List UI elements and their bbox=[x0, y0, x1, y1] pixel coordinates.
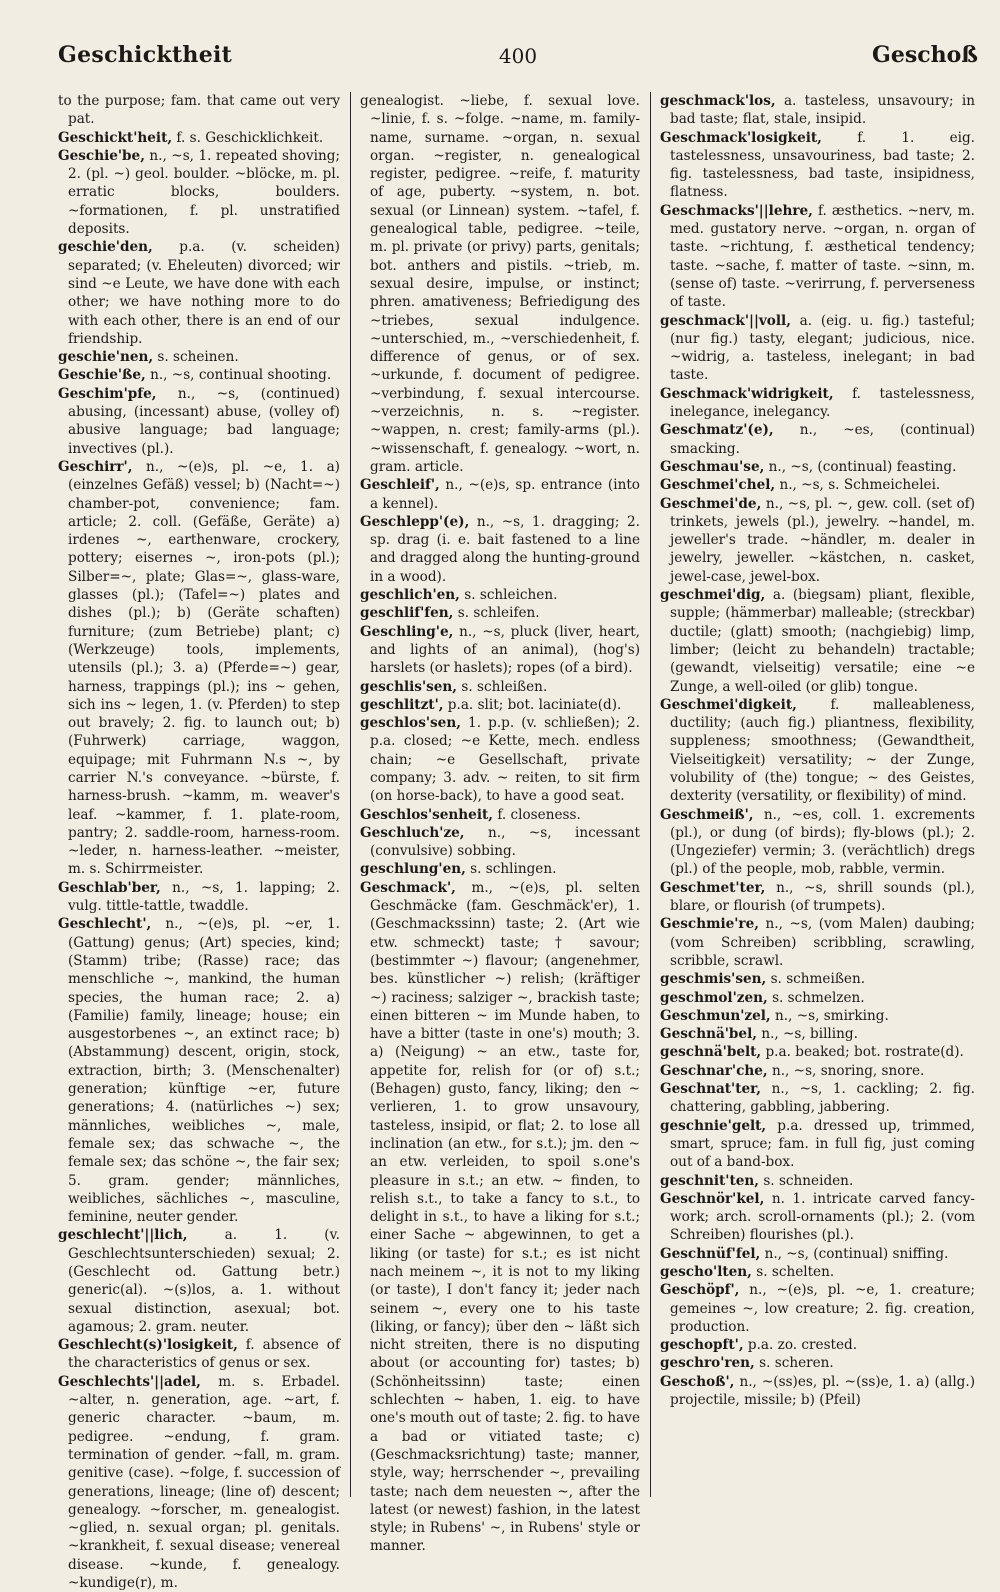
dictionary-entry bbox=[660, 1007, 975, 1025]
entry-definition: n., ~s, 1. lapping; 2. vulg. tittle-tattle, twaddle. bbox=[68, 879, 340, 915]
dictionary-entry bbox=[58, 147, 340, 238]
dictionary-entry bbox=[58, 1336, 340, 1373]
entry-headword: Geschling'e, bbox=[360, 623, 454, 640]
entry-definition: n., ~s, (continued) abusing, (incessant) abuse, (volley of) abusive language; bad language; invectives (pl.). bbox=[68, 385, 340, 457]
dictionary-entry bbox=[660, 1043, 975, 1061]
entry-headword: Geschmatz'(e), bbox=[660, 422, 774, 439]
entry-headword: Geschnüf'fel, bbox=[660, 1245, 761, 1262]
entry-headword: geschmol'zen, bbox=[660, 989, 768, 1006]
entry-definition: n., ~(e)s, pl. ~er, 1. (Gattung) genus; (Art) species, kind; (Stamm) tribe; (Rasse) race; das menschliche ~, mankind, the human species, the human race; 2. a) (Familie) family, lineage; house; ein ausgestorbenes ~, an extinct race; b) (Abstammung) descent, origin, stock, extraction, birth; 3. (Menschenalter) generation; künftige ~er, future generations; 4. (natürliches ~) sex; männliches, weibliches ~, male, female sex; das schwache ~, the female sex; das schöne ~, the fair sex; 5. gram. gender; männliches, weibliches, sächliches ~, masculine, feminine, neuter gender. bbox=[68, 916, 340, 1226]
dictionary-entry bbox=[360, 678, 640, 696]
entry-definition: n., ~s, incessant (convulsive) sobbing. bbox=[370, 824, 641, 860]
dictionary-entry bbox=[58, 129, 340, 147]
entry-definition: s. schleifen. bbox=[457, 605, 540, 622]
entry-headword: geschmis'sen, bbox=[660, 971, 767, 988]
entry-headword: geschnit'ten, bbox=[660, 1172, 759, 1189]
entry-headword: Geschmie're, bbox=[660, 916, 759, 933]
dictionary-entry bbox=[360, 604, 640, 622]
entry-definition: a. (eig. u. fig.) tasteful; (nur fig.) tasty, elegant; judicious, nice. ~widrig, a. tasteless, inelegant; in bad taste. bbox=[670, 312, 975, 384]
entry-headword: Geschmei'chel, bbox=[660, 477, 776, 494]
entry-headword: Geschlecht', bbox=[58, 916, 152, 933]
dictionary-entry bbox=[58, 348, 340, 366]
dictionary-entry bbox=[58, 385, 340, 458]
dictionary-entry bbox=[360, 714, 640, 805]
dictionary-entry bbox=[660, 1245, 975, 1263]
dictionary-entry bbox=[360, 806, 640, 824]
entry-definition: n., ~(e)s, sp. entrance (into a kennel). bbox=[370, 477, 640, 512]
entry-definition: f. closeness. bbox=[497, 806, 581, 823]
entry-definition: f. æsthetics. ~nerv, m. med. gustatory nerve. ~organ, n. organ of taste. ~richtung, f. æsthetical tendency; taste. ~sache, f. matter of taste. ~sinn, m. (sense of) taste. ~verirrung, f. perverseness of taste. bbox=[670, 202, 976, 311]
entry-headword: Geschmet'ter, bbox=[660, 879, 766, 896]
dictionary-entry bbox=[360, 879, 640, 1556]
entry-headword: Geschmun'zel, bbox=[660, 1007, 771, 1024]
entry-definition: genealogist. ~liebe, f. sexual love. ~linie, f. s. ~folge. ~name, m. family-name, surname. ~organ, n. sexual organ. ~register, n. genealogical register, pedigree. ~reife, f. maturity of age, puberty. ~system, n. bot. sexual (or Linnean) system. ~tafel, f. genealogical table, pedigree. ~teile, m. pl. private (or privy) parts, genitals; bot. anthers and pistils. ~trieb, m. sexual desire, impulse, or instinct; phren. amativeness; Befriedigung des ~triebes, sexual indulgence. ~unterschied, m., ~verschiedenheit, f. difference of genus, or of sex. ~urkunde, f. document of pedigree. ~verbindung, f. sexual intercourse. ~verzeichnis, n. s. ~register. ~wappen, n. crest; family-arms (pl.). ~wissenschaft, f. genealogy. ~wort, n. gram. article. bbox=[360, 93, 640, 475]
entry-definition: n., ~(ss)es, pl. ~(ss)e, 1. a) (allg.) projectile, missile; b) (Pfeil) bbox=[670, 1373, 975, 1409]
entry-headword: Geschmack'losigkeit, bbox=[660, 129, 822, 146]
entry-definition: m. s. Erbadel. ~alter, n. generation, age. ~art, f. generic character. ~baum, m. pedigree. ~endung, f. gram. termination of gender. ~fall, m. gram. genitive (case). ~folge, f. succession of generations, lineage; (line of) descent; genealogy. ~forscher, m. genealogist. ~glied, n. sexual organ; pl. genitals. ~krankheit, f. sexual disease; venereal disease. ~kunde, f. genealogy. ~kundige(r), m. bbox=[68, 1373, 341, 1592]
column-divider bbox=[350, 92, 351, 1497]
entry-definition: f. tastelessness, inelegance, inelegancy. bbox=[670, 385, 975, 421]
dictionary-entry bbox=[660, 1263, 975, 1281]
entry-headword: geschlecht'||lich, bbox=[58, 1227, 188, 1244]
entry-definition: n., ~s, snoring, snore. bbox=[771, 1062, 925, 1079]
dictionary-entry bbox=[660, 476, 975, 494]
dictionary-entry bbox=[660, 989, 975, 1007]
dictionary-entry bbox=[660, 915, 975, 970]
entry-definition: s. schelten. bbox=[756, 1264, 835, 1280]
entry-headword: Geschmacks'||lehre, bbox=[660, 202, 813, 219]
entry-headword: Geschlechts'||adel, bbox=[58, 1373, 201, 1390]
entry-definition: to the purpose; fam. that came out very pat. bbox=[58, 93, 340, 128]
entry-headword: Geschim'pfe, bbox=[58, 385, 157, 402]
dictionary-entry bbox=[58, 1226, 340, 1336]
entry-definition: n., ~(e)s, pl. ~e, 1. creature; gemeines ~, low creature; 2. fig. creation, production. bbox=[670, 1282, 975, 1335]
entry-headword: Geschlos'senheit, bbox=[360, 806, 494, 823]
entry-headword: Geschmeiß', bbox=[660, 806, 754, 823]
entry-definition: n., ~s, (continual) feasting. bbox=[768, 458, 957, 475]
entry-definition: n., ~(e)s, pl. ~e, 1. a) (einzelnes Gefäß) vessel; b) (Nacht=~) chamber-pot, convenience; fam. article; 2. coll. (Gefäße, Geräte) a) irdenes ~, earthenware, crockery, pottery; eisernes ~, iron-pots (pl.); Silber=~, plate; Glas=~, glass-ware, glasses (pl.); (Tafel=~) plates and dishes (pl.); b) (Geräte schaften) furniture; (zum Betriebe) plant; c) (Werkzeuge) tools, implements, utensils (pl.); 3. a) (Pferde=~) gear, harness, trappings (pl.); ins ~ gehen, sich ins ~ legen, 1. (v. Pferden) to step out bravely; 2. fig. to launch out; b) (Fuhrwerk) carriage, waggon, equipage; mit Fuhrmann N.s ~, by carrier N.'s conveyance. ~bürste, f. harness-brush. ~kamm, m. weaver's leaf. ~kammer, f. 1. plate-room, pantry; 2. saddle-room, harness-room. ~leder, n. harness-leather. ~meister, m. s. Schirrmeister. bbox=[68, 458, 340, 878]
dictionary-entry bbox=[660, 458, 975, 476]
dictionary-entry bbox=[660, 1373, 975, 1410]
dictionary-entry bbox=[360, 860, 640, 878]
entry-headword: Geschmau'se, bbox=[660, 458, 765, 475]
entry-definition: p.a. beaked; bot. rostrate(d). bbox=[765, 1044, 964, 1061]
dictionary-entry bbox=[660, 696, 975, 806]
entry-definition: a. 1. (v. Geschlechtsunterschieden) sexual; 2. (Geschlecht od. Gattung betr.) generic(al). ~(s)los, a. 1. without sexual distinction, asexual; bot. agamous; 2. gram. neuter. bbox=[68, 1227, 340, 1335]
dictionary-entry bbox=[360, 476, 640, 513]
dictionary-entry bbox=[660, 495, 975, 586]
dictionary-entry bbox=[360, 513, 640, 586]
entry-definition: n., ~s, (continual) sniffing. bbox=[764, 1245, 949, 1262]
entry-definition: f. s. Geschicklichkeit. bbox=[176, 129, 324, 146]
entry-definition: n., ~s, smirking. bbox=[774, 1007, 889, 1024]
dictionary-entry bbox=[58, 92, 340, 129]
entry-headword: Geschie'ße, bbox=[58, 367, 146, 384]
dictionary-entry bbox=[360, 623, 640, 678]
dictionary-entry bbox=[58, 1373, 340, 1592]
entry-headword: geschlitzt', bbox=[360, 696, 444, 713]
entry-headword: geschie'den, bbox=[58, 239, 153, 256]
column-1 bbox=[58, 92, 341, 1592]
column-3 bbox=[660, 92, 975, 1497]
entry-definition: s. schmeißen. bbox=[770, 971, 866, 988]
page-header bbox=[58, 38, 978, 78]
entry-definition: s. schlingen. bbox=[470, 861, 557, 878]
entry-headword: gescho'lten, bbox=[660, 1264, 752, 1280]
entry-definition: n., ~es, coll. 1. excrements (pl.), or dung (of birds); fly-blows (pl.); 2. (Ungeziefer) vermin; 3. (verächtlich) dregs (pl.) of the people, mob, rabble, vermin. bbox=[670, 806, 975, 878]
running-head-right: Geschoß bbox=[872, 42, 978, 68]
dictionary-entry bbox=[660, 879, 975, 916]
entry-headword: Geschöpf', bbox=[660, 1282, 740, 1299]
entry-definition: s. scheinen. bbox=[157, 349, 239, 366]
dictionary-entry bbox=[660, 586, 975, 696]
running-head-left: Geschicktheit bbox=[58, 42, 233, 68]
dictionary-entry bbox=[360, 696, 640, 714]
entry-definition: f. malleableness, ductility; (auch fig.) pliantness, flexibility, suppleness; smoothness; (Gewandtheit, Vielseitigkeit) versatility; ~ der Zunge, volubility of (the) tongue; ~ des Geistes, dexterity (versatility, or flexibility) of mind. bbox=[670, 696, 975, 805]
entry-definition: p.a. (v. scheiden) separated; (v. Eheleuten) divorced; wir sind ~e Leute, we have done with each other; we have nothing more to do with each other, there is an end of our friendship. bbox=[68, 239, 340, 347]
entry-headword: Geschlab'ber, bbox=[58, 879, 161, 896]
entry-definition: n., ~es, (continual) smacking. bbox=[670, 422, 975, 457]
dictionary-entry bbox=[660, 92, 975, 129]
dictionary-entry bbox=[660, 1080, 975, 1117]
entry-definition: n., ~s, pl. ~, gew. coll. (set of) trinkets, jewels (pl.), jewelry. ~handel, m. jeweller's trade. ~händler, m. dealer in jewelry, jeweller. ~kästchen, n. casket, jewel-case, jewel-box. bbox=[670, 495, 976, 585]
entry-definition: m., ~(e)s, pl. selten Geschmäcke (fam. Geschmäck'er), 1. (Geschmackssinn) taste; 2. (Art wie etw. schmeckt) taste; † savour; (bestimmter ~) flavour; (angenehmer, bes. künstlicher ~) relish; (kräftiger ~) raciness; salziger ~, brackish taste; einen bitteren ~ im Munde haben, to have a bitter (taste in one's) mouth; 3. a) (Neigung) ~ an etw., taste for, appetite for, relish for (or of) s.t.; (Behagen) gusto, fancy, liking; den ~ verlieren, 1. to grow unsavoury, tasteless, insipid, or flat; 2. to lose all inclination (an etw., for s.t.); jm. den ~ an etw. verleiden, to spoil s.one's pleasure in s.t.; an etw. ~ finden, to relish s.t., to take a fancy to s.t., to delight in s.t., to have a liking for s.t.; einer Sache ~ abgewinnen, to get a liking (or taste) for s.t.; es ist nicht nach meinem ~, it is not to my liking (or taste), I don't fancy it; jeder nach seinem ~, every one to his taste (liking, or fancy); über den ~ läßt sich nicht streiten, there is no disputing about (or accounting for) tastes; b) (Schönheitssinn) taste; einen schlechten ~ haben, 1. eig. to have one's mouth out of taste; 2. fig. to have a bad or vitiated taste; c) (Geschmacksrichtung) taste; manner, style, way; herrschender ~, prevailing taste; nach dem neuesten ~, after the latest (or newest) fashion, in the latest style; in Rubens' ~, in Rubens' style or manner. bbox=[370, 879, 640, 1555]
entry-definition: n., ~s, shrill sounds (pl.), blare, or flourish (of trumpets). bbox=[670, 879, 975, 915]
dictionary-entry bbox=[58, 915, 340, 1226]
dictionary-entry bbox=[660, 806, 975, 879]
entry-definition: f. 1. eig. tastelessness, unsavouriness, bad taste; 2. fig. tastelessness, bad taste, insipidness, flatness. bbox=[670, 129, 975, 201]
dictionary-entry bbox=[660, 312, 975, 385]
entry-definition: s. schleißen. bbox=[461, 678, 548, 695]
entry-headword: geschlung'en, bbox=[360, 861, 466, 878]
entry-definition: p.a. dressed up, trimmed, smart, spruce; fam. in full fig, just coming out of a band-box. bbox=[670, 1117, 976, 1171]
dictionary-entry bbox=[360, 586, 640, 604]
entry-definition: n., ~s, 1. repeated shoving; 2. (pl. ~) geol. boulder. ~blöcke, m. pl. erratic blocks, boulders. ~formationen, f. pl. unstratified deposits. bbox=[68, 147, 340, 238]
entry-headword: Geschoß', bbox=[660, 1373, 735, 1390]
entry-headword: Geschie'be, bbox=[58, 147, 145, 164]
entry-definition: n., ~s, continual shooting. bbox=[150, 367, 332, 384]
dictionary-entry bbox=[660, 202, 975, 312]
entry-definition: n. 1. intricate carved fancy-work; arch. scroll-ornaments (pl.); 2. (vom Schreiben) flourishes (pl.). bbox=[670, 1190, 975, 1244]
entry-headword: Geschluch'ze, bbox=[360, 824, 465, 841]
entry-definition: n., ~s, 1. cackling; 2. fig. chattering, gabbling, jabbering. bbox=[670, 1081, 975, 1116]
entry-headword: Geschmei'de, bbox=[660, 495, 762, 512]
entry-headword: geschlif'fen, bbox=[360, 605, 454, 622]
entry-definition: p.a. zo. crested. bbox=[747, 1337, 858, 1354]
entry-headword: geschnie'gelt, bbox=[660, 1117, 767, 1134]
dictionary-entry bbox=[58, 366, 340, 384]
entry-definition: p.a. slit; bot. laciniate(d). bbox=[447, 696, 622, 713]
entry-definition: n., ~s, pluck (liver, heart, and lights of an animal), (hog's) harslets (or haslets); ropes (of a bird). bbox=[370, 623, 640, 677]
entry-definition: a. (biegsam) pliant, flexible, supple; (hämmerbar) malleable; (streckbar) ductile; (glatt) smooth; (nachgiebig) limp, limber; (leicht zu behandeln) tractable; (gewandt, vielseitig) versatile; eine ~e Zunge, a well-oiled (or glib) tongue. bbox=[670, 587, 976, 695]
dictionary-entry bbox=[660, 970, 975, 988]
dictionary-entry bbox=[660, 1062, 975, 1080]
dictionary-entry bbox=[660, 1281, 975, 1336]
entry-headword: geschie'nen, bbox=[58, 349, 154, 366]
dictionary-entry bbox=[660, 1025, 975, 1043]
page-number: 400 bbox=[498, 44, 538, 68]
entry-definition: s. schneiden. bbox=[763, 1172, 854, 1189]
entry-headword: Geschlecht(s)'losigkeit, bbox=[58, 1337, 238, 1354]
entry-headword: Geschmack'widrigkeit, bbox=[660, 385, 834, 402]
entry-headword: geschnä'belt, bbox=[660, 1044, 762, 1061]
entry-headword: Geschirr', bbox=[58, 458, 133, 475]
entry-headword: Geschmei'digkeit, bbox=[660, 696, 797, 713]
entry-definition: n., ~s, s. Schmeichelei. bbox=[779, 477, 941, 494]
entry-definition: n., ~s, 1. dragging; 2. sp. drag (i. e. bait fastened to a line and dragged along the hunting-ground in a wood). bbox=[370, 513, 640, 585]
entry-headword: Geschmack', bbox=[360, 879, 456, 896]
entry-definition: s. schmelzen. bbox=[772, 989, 865, 1006]
entry-headword: Geschleif', bbox=[360, 477, 440, 494]
entry-headword: Geschickt'heit, bbox=[58, 129, 173, 146]
entry-headword: geschopft', bbox=[660, 1337, 744, 1354]
dictionary-entry bbox=[660, 385, 975, 422]
entry-definition: a. tasteless, unsavoury; in bad taste; flat, stale, insipid. bbox=[670, 93, 975, 128]
dictionary-entry bbox=[660, 421, 975, 458]
entry-headword: geschmei'dig, bbox=[660, 587, 766, 604]
dictionary-entry bbox=[360, 824, 640, 861]
dictionary-entry bbox=[660, 129, 975, 202]
entry-definition: 1. p.p. (v. schließen); 2. p.a. closed; ~e Kette, mech. endless chain; ~e Gesellschaft, private company; 3. adv. ~ reiten, to sit firm (on horse-back), to have a good seat. bbox=[370, 715, 640, 805]
dictionary-entry bbox=[58, 238, 340, 348]
entry-headword: geschlis'sen, bbox=[360, 678, 458, 695]
entry-headword: geschro'ren, bbox=[660, 1355, 755, 1372]
entry-headword: Geschlepp'(e), bbox=[360, 513, 470, 530]
entry-definition: f. absence of the characteristics of genus or sex. bbox=[68, 1337, 340, 1372]
entry-headword: Geschnör'kel, bbox=[660, 1190, 765, 1207]
entry-headword: geschlos'sen, bbox=[360, 715, 461, 732]
entry-definition: s. schleichen. bbox=[464, 587, 558, 604]
entry-headword: geschlich'en, bbox=[360, 587, 460, 604]
column-2 bbox=[360, 92, 641, 1555]
dictionary-entry bbox=[660, 1354, 975, 1372]
entry-headword: Geschnar'che, bbox=[660, 1062, 768, 1079]
dictionary-entry bbox=[660, 1117, 975, 1172]
dictionary-entry bbox=[660, 1336, 975, 1354]
entry-headword: Geschnä'bel, bbox=[660, 1026, 757, 1043]
entry-headword: geschmack'||voll, bbox=[660, 312, 791, 329]
entry-definition: n., ~s, (vom Malen) daubing; (vom Schreiben) scribbling, scrawling, scribble, scrawl. bbox=[670, 916, 975, 969]
dictionary-entry bbox=[58, 458, 340, 879]
dictionary-entry bbox=[660, 1190, 975, 1245]
entry-definition: n., ~s, billing. bbox=[761, 1026, 858, 1043]
column-divider bbox=[650, 92, 651, 1497]
entry-headword: Geschnat'ter, bbox=[660, 1081, 762, 1098]
entry-definition: s. scheren. bbox=[759, 1355, 834, 1372]
dictionary-entry bbox=[360, 92, 640, 476]
dictionary-entry bbox=[660, 1172, 975, 1190]
dictionary-entry bbox=[58, 879, 340, 916]
entry-headword: geschmack'los, bbox=[660, 93, 776, 109]
